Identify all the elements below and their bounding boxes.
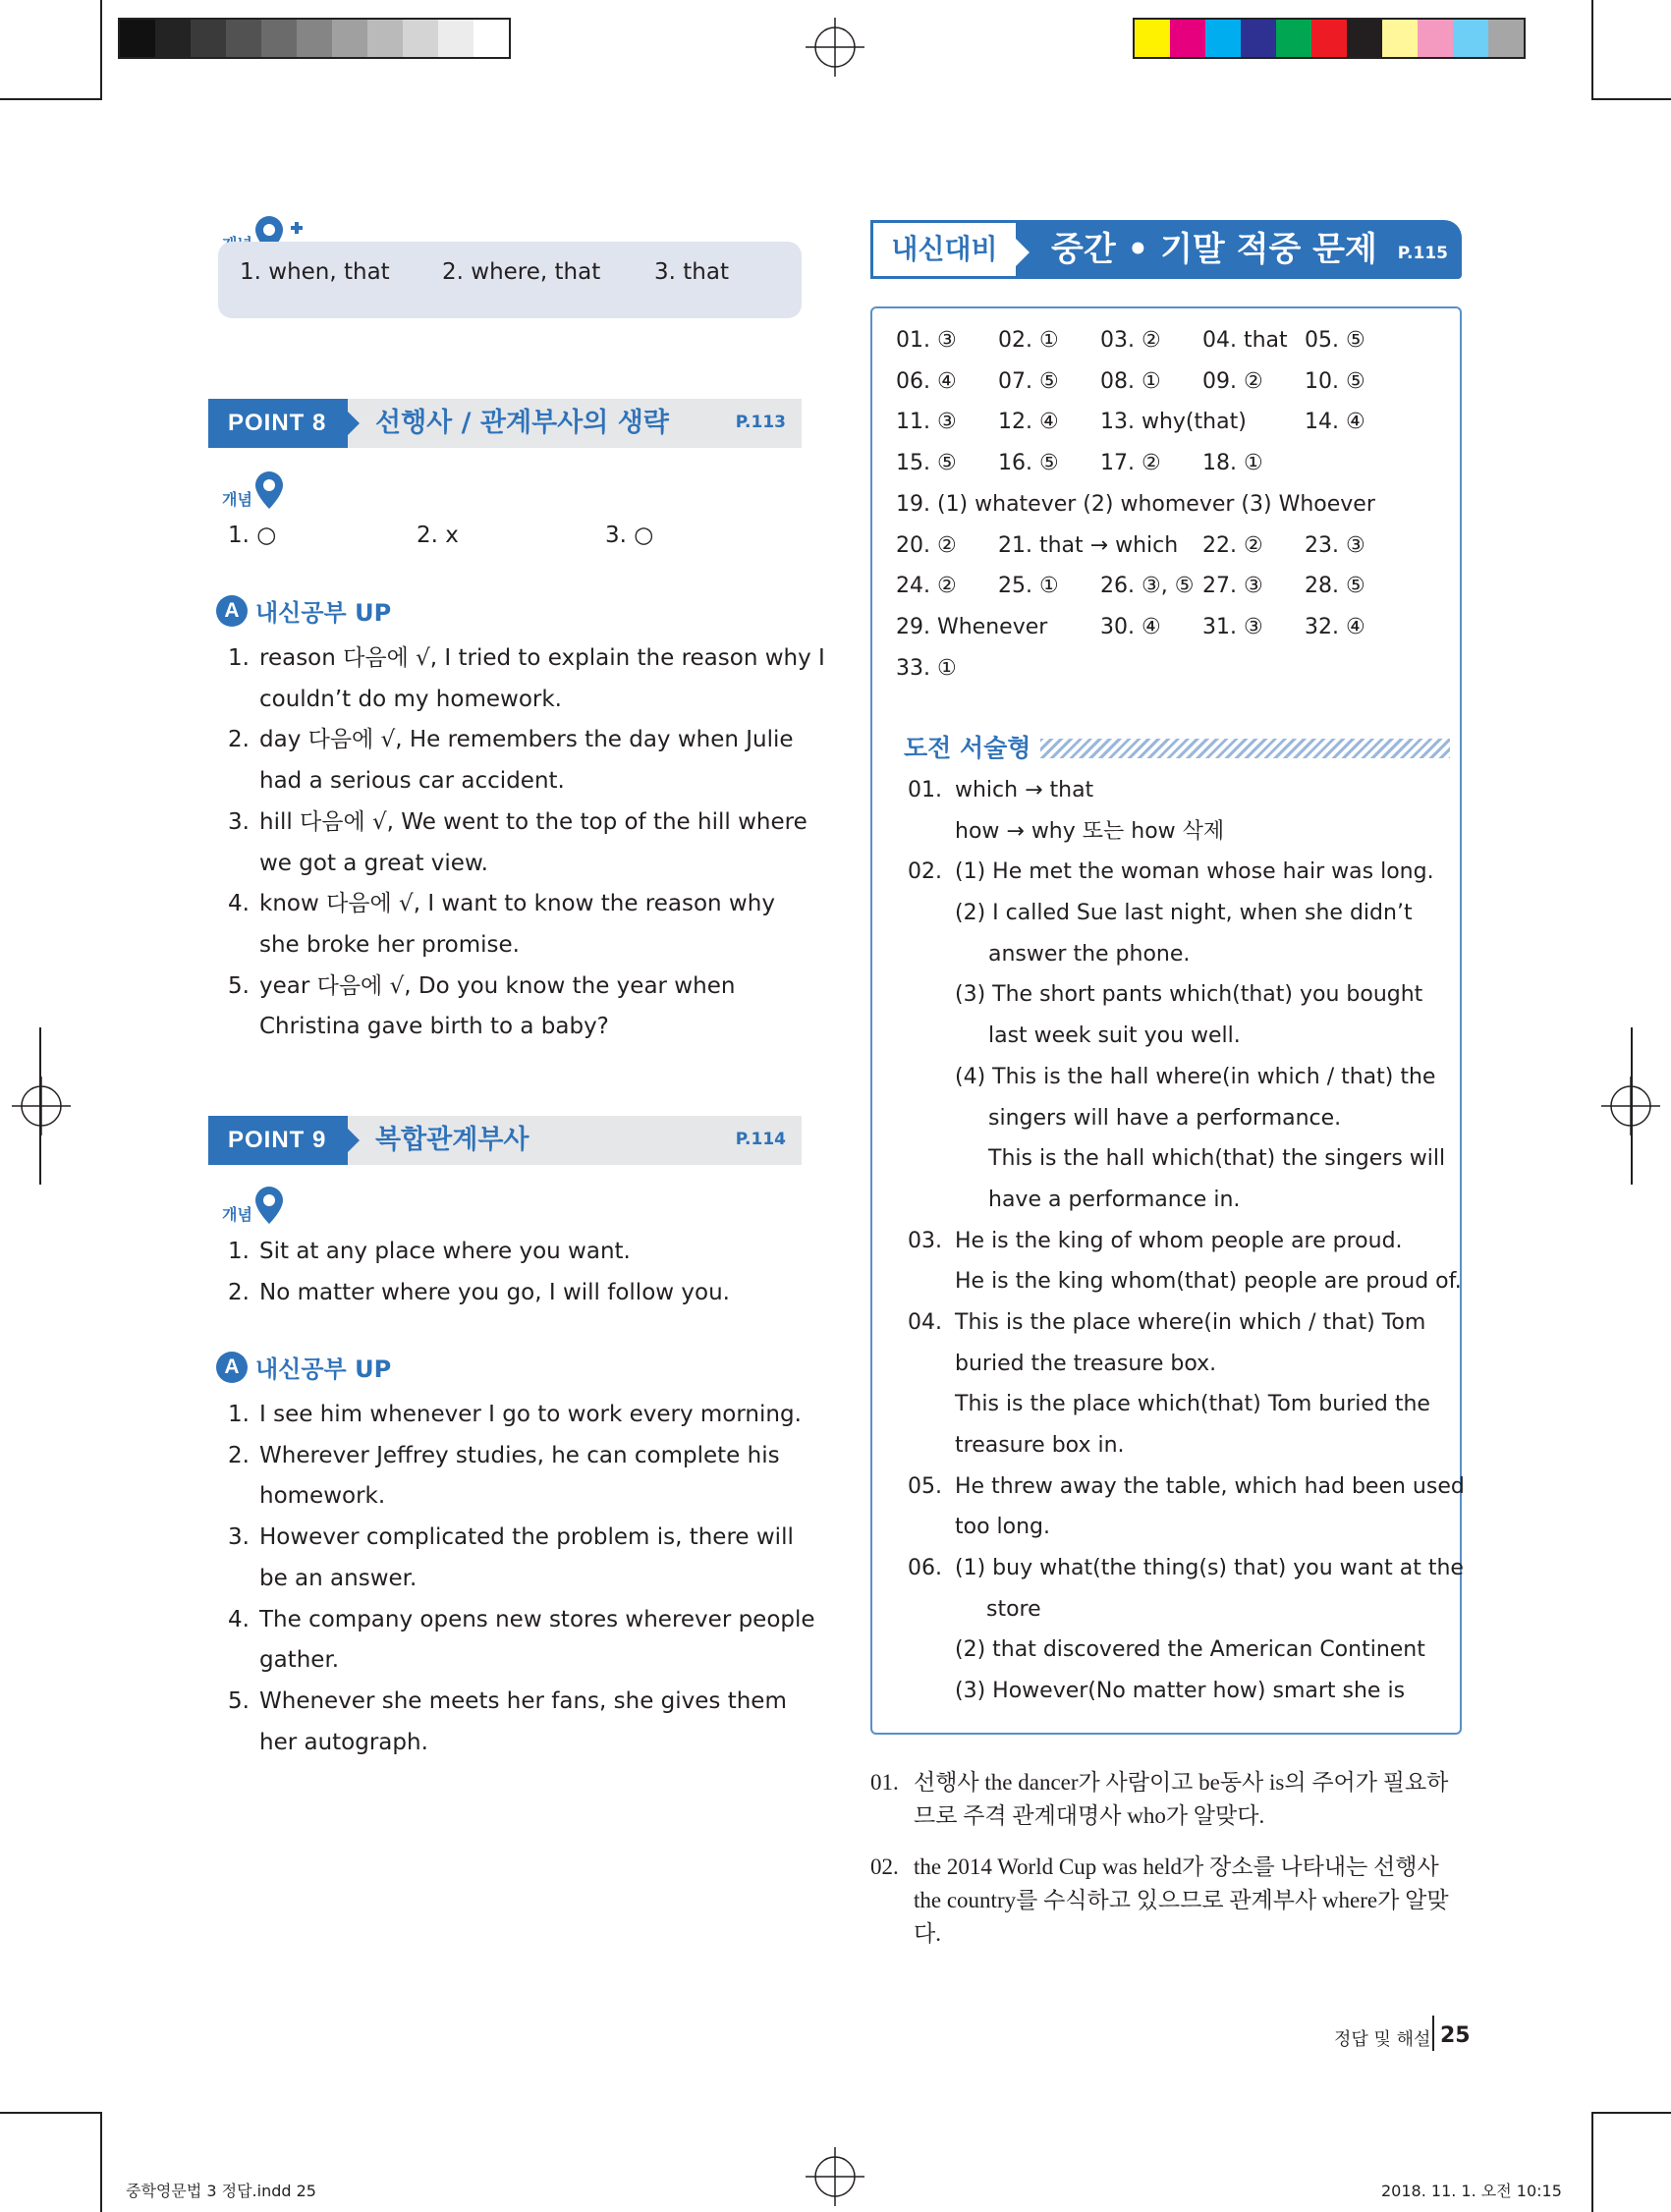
challenge-text: buried the treasure box. bbox=[955, 1351, 1217, 1376]
challenge-text: answer the phone. bbox=[988, 941, 1191, 967]
item-text: hill 다음에 √, We went to the top of the hill where we got a great view. bbox=[259, 808, 808, 876]
list-item bbox=[228, 1395, 815, 1436]
item-text: No matter where you go, I will follow you. bbox=[259, 1279, 730, 1305]
item-number: 4. bbox=[228, 1606, 250, 1632]
item-number: 4. bbox=[228, 891, 250, 917]
answer-cell: 12. ④ bbox=[998, 410, 1059, 435]
answer-cell: 13. why(that) bbox=[1100, 410, 1247, 435]
color-swatch bbox=[367, 20, 403, 57]
challenge-number: 04. bbox=[908, 1309, 942, 1335]
color-swatch bbox=[1382, 20, 1418, 57]
item-text: However complicated the problem is, there will be an answer. bbox=[259, 1524, 794, 1591]
explanation-number: 02. bbox=[870, 1854, 899, 1879]
concept-answer: 1. when, that bbox=[240, 259, 390, 285]
challenge-text: how → why 또는 how 삭제 bbox=[955, 818, 1225, 844]
list-item bbox=[228, 884, 825, 966]
badge-label: 개념 bbox=[222, 1205, 252, 1224]
explanation-text: 선행사 the dancer가 사람이고 be동사 is의 주어가 필요하므로 주격 관계대명사 who가 알맞다. bbox=[914, 1770, 1449, 1828]
section-a-marker: A bbox=[216, 595, 248, 627]
answer-cell: 05. ⑤ bbox=[1305, 328, 1365, 353]
color-swatch bbox=[332, 20, 367, 57]
item-text: reason 다음에 √, I tried to explain the reason why I couldn’t do my homework. bbox=[259, 645, 825, 712]
cmyk-color-bar bbox=[1133, 18, 1526, 59]
list-item bbox=[228, 1600, 815, 1682]
color-swatch bbox=[1241, 20, 1276, 57]
item-number: 5. bbox=[228, 972, 250, 999]
point-tab: POINT 8 bbox=[208, 399, 348, 448]
color-swatch bbox=[438, 20, 473, 57]
section-a-title: 내신공부 UP bbox=[255, 599, 392, 627]
challenge-text: treasure box in. bbox=[955, 1433, 1125, 1458]
crop-mark bbox=[100, 0, 102, 100]
challenge-text: singers will have a performance. bbox=[988, 1105, 1342, 1131]
challenge-text: He threw away the table, which had been used bbox=[955, 1473, 1465, 1499]
list-item bbox=[228, 720, 825, 802]
list-item bbox=[228, 638, 825, 720]
item-text: day 다음에 √, He remembers the day when Julie had a serious car accident. bbox=[259, 727, 794, 795]
answer-cell: 31. ③ bbox=[1202, 614, 1263, 639]
point-9-header bbox=[208, 1116, 802, 1165]
list-item bbox=[228, 1273, 730, 1314]
point-9-answer-list bbox=[228, 1395, 815, 1763]
color-swatch bbox=[403, 20, 438, 57]
answer-cell: 14. ④ bbox=[1305, 410, 1365, 435]
color-swatch bbox=[120, 20, 155, 57]
challenge-text: store bbox=[986, 1596, 1041, 1622]
color-swatch bbox=[297, 20, 332, 57]
color-swatch bbox=[1170, 20, 1205, 57]
footer-label: 정답 및 해설 bbox=[1334, 2029, 1431, 2050]
point-title: 복합관계부사 bbox=[375, 1125, 529, 1155]
challenge-text: (3) The short pants which(that) you bought bbox=[955, 982, 1423, 1008]
concept-answer: 2. where, that bbox=[442, 259, 601, 285]
item-number: 1. bbox=[228, 1239, 250, 1264]
color-swatch bbox=[226, 20, 261, 57]
concept-badge-icon bbox=[218, 1181, 305, 1236]
answer-cell: 16. ⑤ bbox=[998, 451, 1059, 476]
concept-answer-row bbox=[228, 515, 653, 556]
exam-section-header bbox=[870, 220, 1462, 279]
answer-cell: 17. ② bbox=[1100, 451, 1161, 476]
answer-cell: 27. ③ bbox=[1202, 574, 1263, 599]
item-text: Sit at any place where you want. bbox=[259, 1239, 631, 1264]
challenge-text: (4) This is the hall where(in which / that) the bbox=[955, 1064, 1436, 1089]
item-number: 2. bbox=[228, 1442, 250, 1468]
concept-answer: 3. ○ bbox=[605, 523, 654, 548]
color-swatch bbox=[1276, 20, 1311, 57]
answer-cell: 22. ② bbox=[1202, 532, 1263, 558]
answer-cell: 26. ③, ⑤ bbox=[1100, 574, 1195, 599]
page-reference: P.115 bbox=[1397, 244, 1448, 263]
challenge-number: 05. bbox=[908, 1473, 942, 1499]
challenge-text: (3) However(No matter how) smart she is bbox=[955, 1679, 1406, 1704]
item-number: 2. bbox=[228, 727, 250, 753]
challenge-text: He is the king whom(that) people are proud of. bbox=[955, 1269, 1462, 1295]
answer-cell: 11. ③ bbox=[896, 410, 957, 435]
answer-cell: 24. ② bbox=[896, 574, 957, 599]
challenge-number: 02. bbox=[908, 859, 942, 885]
challenge-text: He is the king of whom people are proud. bbox=[955, 1228, 1403, 1253]
challenge-text: have a performance in. bbox=[988, 1187, 1241, 1212]
challenge-text: This is the hall which(that) the singers will bbox=[988, 1146, 1446, 1172]
point-9-concept-list bbox=[228, 1232, 730, 1313]
section-a-heading bbox=[216, 1350, 391, 1384]
answer-cell: 09. ② bbox=[1202, 368, 1263, 394]
challenge-text: last week suit you well. bbox=[988, 1023, 1241, 1049]
item-number: 3. bbox=[228, 1524, 250, 1551]
challenge-number: 01. bbox=[908, 778, 942, 802]
section-a-marker: A bbox=[216, 1352, 248, 1383]
list-item bbox=[228, 967, 825, 1048]
crop-mark bbox=[1591, 2112, 1593, 2212]
footer-divider bbox=[1432, 2016, 1434, 2051]
date-slug: 2018. 11. 1. 오전 10:15 bbox=[1381, 2182, 1562, 2200]
section-a-title: 내신공부 UP bbox=[255, 1355, 392, 1383]
answer-cell: 32. ④ bbox=[1305, 614, 1365, 639]
concept-answer: 1. ○ bbox=[228, 523, 277, 548]
point-tab: POINT 9 bbox=[208, 1116, 348, 1165]
item-number: 2. bbox=[228, 1279, 250, 1305]
section-a-heading bbox=[216, 593, 391, 628]
concept-badge-icon bbox=[218, 466, 305, 521]
answer-cell: 20. ② bbox=[896, 532, 957, 558]
answer-cell: 08. ① bbox=[1100, 368, 1161, 394]
crop-mark bbox=[0, 98, 100, 100]
answer-cell: 23. ③ bbox=[1305, 532, 1365, 558]
item-number: 5. bbox=[228, 1687, 250, 1714]
page-number: 25 bbox=[1440, 2023, 1471, 2048]
item-text: know 다음에 √, I want to know the reason why she broke her promise. bbox=[259, 891, 775, 958]
registration-mark-icon bbox=[806, 2147, 864, 2206]
challenge-heading bbox=[904, 733, 1450, 762]
point-8-answer-list bbox=[228, 638, 825, 1048]
registration-mark-icon bbox=[12, 1077, 71, 1135]
grayscale-color-bar bbox=[118, 18, 511, 59]
list-item bbox=[228, 1436, 815, 1518]
challenge-text: which → that bbox=[955, 778, 1094, 802]
explanation-text: the 2014 World Cup was held가 장소를 나타내는 선행사 the country를 수식하고 있으므로 관계부사 where가 알맞다. bbox=[914, 1854, 1449, 1946]
concept-answer: 2. x bbox=[417, 523, 459, 548]
item-text: Whenever she meets her fans, she gives them her autograph. bbox=[259, 1687, 787, 1755]
item-text: year 다음에 √, Do you know the year when Christina gave birth to a baby? bbox=[259, 972, 736, 1040]
item-number: 3. bbox=[228, 808, 250, 835]
color-swatch bbox=[1205, 20, 1241, 57]
item-text: I see him whenever I go to work every morning. bbox=[259, 1402, 802, 1427]
list-item bbox=[228, 1232, 730, 1273]
challenge-number: 03. bbox=[908, 1228, 942, 1253]
explanation-number: 01. bbox=[870, 1770, 899, 1795]
registration-mark-icon bbox=[806, 18, 864, 77]
color-swatch bbox=[1135, 20, 1170, 57]
challenge-text: (2) that discovered the American Continent bbox=[955, 1637, 1425, 1663]
color-swatch bbox=[1418, 20, 1453, 57]
item-number: 1. bbox=[228, 645, 250, 671]
badge-label: 개념 bbox=[222, 490, 252, 509]
crop-mark bbox=[1593, 2112, 1671, 2114]
registration-mark-icon bbox=[1601, 1077, 1660, 1135]
point-title: 선행사 / 관계부사의 생략 bbox=[375, 408, 669, 438]
challenge-text: (1) buy what(the thing(s) that) you want at the bbox=[955, 1556, 1464, 1581]
concept-answer: 3. that bbox=[654, 259, 729, 285]
color-swatch bbox=[1311, 20, 1347, 57]
crop-mark bbox=[0, 2112, 100, 2114]
list-item bbox=[228, 1518, 815, 1599]
answer-cell: 28. ⑤ bbox=[1305, 574, 1365, 599]
answer-cell: 01. ③ bbox=[896, 328, 957, 353]
concept-answer-box bbox=[218, 242, 802, 318]
answer-cell: 18. ① bbox=[1202, 451, 1263, 476]
list-item bbox=[228, 1682, 815, 1763]
item-number: 1. bbox=[228, 1402, 250, 1427]
challenge-number: 06. bbox=[908, 1556, 942, 1581]
challenge-text: (2) I called Sue last night, when she didn’t bbox=[955, 901, 1413, 926]
answer-cell: 15. ⑤ bbox=[896, 451, 957, 476]
answer-cell: 07. ⑤ bbox=[998, 368, 1059, 394]
answer-cell: 03. ② bbox=[1100, 328, 1161, 353]
color-swatch bbox=[155, 20, 191, 57]
item-text: Wherever Jeffrey studies, he can complete his homework. bbox=[259, 1442, 780, 1510]
answer-cell: 25. ① bbox=[998, 574, 1059, 599]
color-swatch bbox=[473, 20, 509, 57]
file-slug: 중학영문법 3 정답.indd 25 bbox=[126, 2182, 316, 2200]
answer-cell: 04. that bbox=[1202, 328, 1288, 353]
list-item bbox=[228, 802, 825, 884]
answer-cell: 30. ④ bbox=[1100, 614, 1161, 639]
section-title: 중간 • 기말 적중 문제 bbox=[1051, 230, 1377, 269]
color-swatch bbox=[1347, 20, 1382, 57]
color-swatch bbox=[191, 20, 226, 57]
answer-key-box bbox=[870, 306, 1465, 1735]
section-label: 내신대비 bbox=[870, 220, 1016, 279]
answer-cell: 02. ① bbox=[998, 328, 1059, 353]
answer-cell: 29. Whenever bbox=[896, 614, 1048, 639]
page-reference: P.113 bbox=[735, 413, 786, 432]
answer-cell: 19. (1) whatever (2) whomever (3) Whoever bbox=[896, 491, 1375, 517]
answer-cell: 33. ① bbox=[896, 655, 957, 681]
crop-mark bbox=[100, 2112, 102, 2212]
challenge-text: too long. bbox=[955, 1515, 1051, 1540]
answer-cell: 06. ④ bbox=[896, 368, 957, 394]
challenge-text: This is the place where(in which / that) Tom bbox=[955, 1309, 1426, 1335]
challenge-text: (1) He met the woman whose hair was long. bbox=[955, 859, 1434, 885]
answer-cell: 21. that → which bbox=[998, 532, 1179, 558]
crop-mark bbox=[1593, 98, 1671, 100]
challenge-title: 도전 서술형 bbox=[904, 729, 1040, 764]
page-reference: P.114 bbox=[735, 1130, 786, 1149]
color-swatch bbox=[1453, 20, 1488, 57]
color-swatch bbox=[261, 20, 297, 57]
answer-cell: 10. ⑤ bbox=[1305, 368, 1365, 394]
color-swatch bbox=[1488, 20, 1524, 57]
challenge-text: This is the place which(that) Tom buried the bbox=[955, 1392, 1430, 1417]
point-8-header bbox=[208, 399, 802, 448]
item-text: The company opens new stores wherever people gather. bbox=[259, 1606, 815, 1674]
crop-mark bbox=[1591, 0, 1593, 100]
